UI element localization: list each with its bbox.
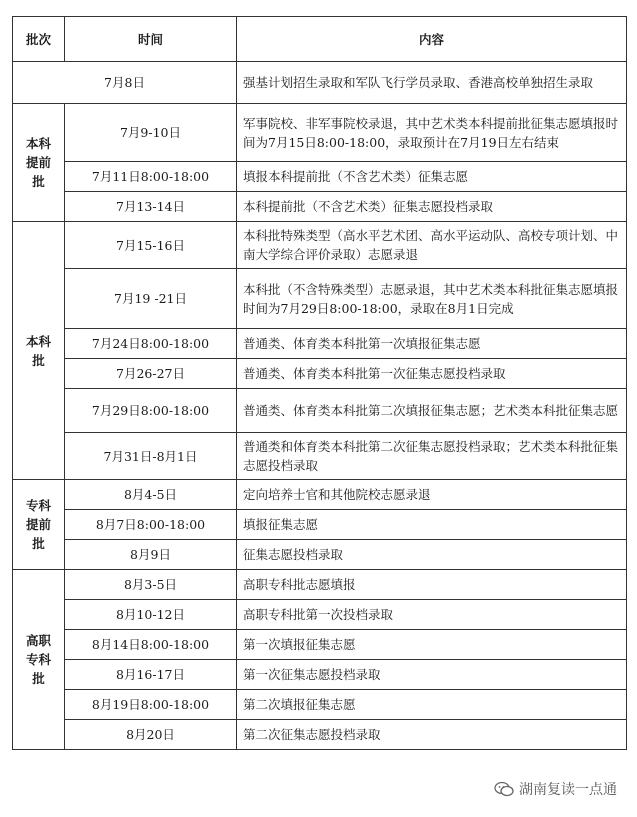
time-cell: 8月4-5日 — [65, 480, 237, 510]
table-row — [13, 359, 627, 389]
time-cell: 7月13-14日 — [65, 192, 237, 222]
admission-schedule-table — [12, 16, 627, 750]
time-cell: 8月16-17日 — [65, 660, 237, 690]
time-cell: 8月7日8:00-18:00 — [65, 510, 237, 540]
batch-cell: 专科 提前 批 — [13, 480, 65, 570]
content-cell: 本科提前批（不含艺术类）征集志愿投档录取 — [237, 192, 627, 222]
content-cell: 军事院校、非军事院校录退，其中艺术类本科提前批征集志愿填报时间为7月15日8:00-18:00，录取预计在7月19日左右结束 — [237, 104, 627, 162]
time-cell: 8月14日8:00-18:00 — [65, 630, 237, 660]
content-cell: 征集志愿投档录取 — [237, 540, 627, 570]
table-row — [13, 570, 627, 600]
content-cell: 普通类、体育类本科批第一次征集志愿投档录取 — [237, 359, 627, 389]
time-cell: 8月9日 — [65, 540, 237, 570]
time-cell: 8月10-12日 — [65, 600, 237, 630]
time-cell: 7月29日8:00-18:00 — [65, 389, 237, 433]
content-cell: 高职专科批第一次投档录取 — [237, 600, 627, 630]
batch-cell: 本科 批 — [13, 222, 65, 480]
header-batch: 批次 — [13, 17, 65, 62]
content-cell: 强基计划招生录取和军队飞行学员录取、香港高校单独招生录取 — [237, 62, 627, 104]
table-row — [13, 433, 627, 480]
time-cell: 7月24日8:00-18:00 — [65, 329, 237, 359]
table-row — [13, 389, 627, 433]
time-cell: 7月15-16日 — [65, 222, 237, 269]
time-cell: 7月8日 — [13, 62, 237, 104]
content-cell: 填报本科提前批（不含艺术类）征集志愿 — [237, 162, 627, 192]
time-cell: 7月26-27日 — [65, 359, 237, 389]
batch-cell: 本科 提前 批 — [13, 104, 65, 222]
content-cell: 本科批特殊类型（高水平艺术团、高水平运动队、高校专项计划、中南大学综合评价录取）志愿录退 — [237, 222, 627, 269]
time-cell: 7月31日-8月1日 — [65, 433, 237, 480]
header-time: 时间 — [65, 17, 237, 62]
content-cell: 第一次征集志愿投档录取 — [237, 660, 627, 690]
table-row — [13, 192, 627, 222]
table-row — [13, 600, 627, 630]
time-cell: 8月3-5日 — [65, 570, 237, 600]
table-row — [13, 690, 627, 720]
table-row — [13, 510, 627, 540]
content-cell: 填报征集志愿 — [237, 510, 627, 540]
table-row — [13, 630, 627, 660]
content-cell: 普通类和体育类本科批第二次征集志愿投档录取；艺术类本科批征集志愿投档录取 — [237, 433, 627, 480]
content-cell: 高职专科批志愿填报 — [237, 570, 627, 600]
content-cell: 普通类、体育类本科批第二次填报征集志愿；艺术类本科批征集志愿 — [237, 389, 627, 433]
source-watermark — [490, 777, 621, 801]
content-cell: 定向培养士官和其他院校志愿录退 — [237, 480, 627, 510]
time-cell: 8月20日 — [65, 720, 237, 750]
wechat-icon — [494, 781, 514, 797]
batch-cell: 高职 专科 批 — [13, 570, 65, 750]
table-row — [13, 720, 627, 750]
table-header-row — [13, 17, 627, 62]
table-row — [13, 660, 627, 690]
table-row — [13, 480, 627, 510]
table-row — [13, 540, 627, 570]
table-body — [13, 62, 627, 750]
time-cell: 7月9-10日 — [65, 104, 237, 162]
table-row — [13, 104, 627, 162]
header-content: 内容 — [237, 17, 627, 62]
time-cell: 8月19日8:00-18:00 — [65, 690, 237, 720]
time-cell: 7月11日8:00-18:00 — [65, 162, 237, 192]
table-row — [13, 162, 627, 192]
time-cell: 7月19 -21日 — [65, 269, 237, 329]
content-cell: 本科批（不含特殊类型）志愿录退，其中艺术类本科批征集志愿填报时间为7月29日8:00-18:00，录取在8月1日完成 — [237, 269, 627, 329]
watermark-text: 湖南复读一点通 — [519, 782, 617, 798]
content-cell: 第一次填报征集志愿 — [237, 630, 627, 660]
table-row — [13, 222, 627, 269]
table-row — [13, 329, 627, 359]
table-row — [13, 269, 627, 329]
table-row — [13, 62, 627, 104]
content-cell: 普通类、体育类本科批第一次填报征集志愿 — [237, 329, 627, 359]
content-cell: 第二次填报征集志愿 — [237, 690, 627, 720]
content-cell: 第二次征集志愿投档录取 — [237, 720, 627, 750]
